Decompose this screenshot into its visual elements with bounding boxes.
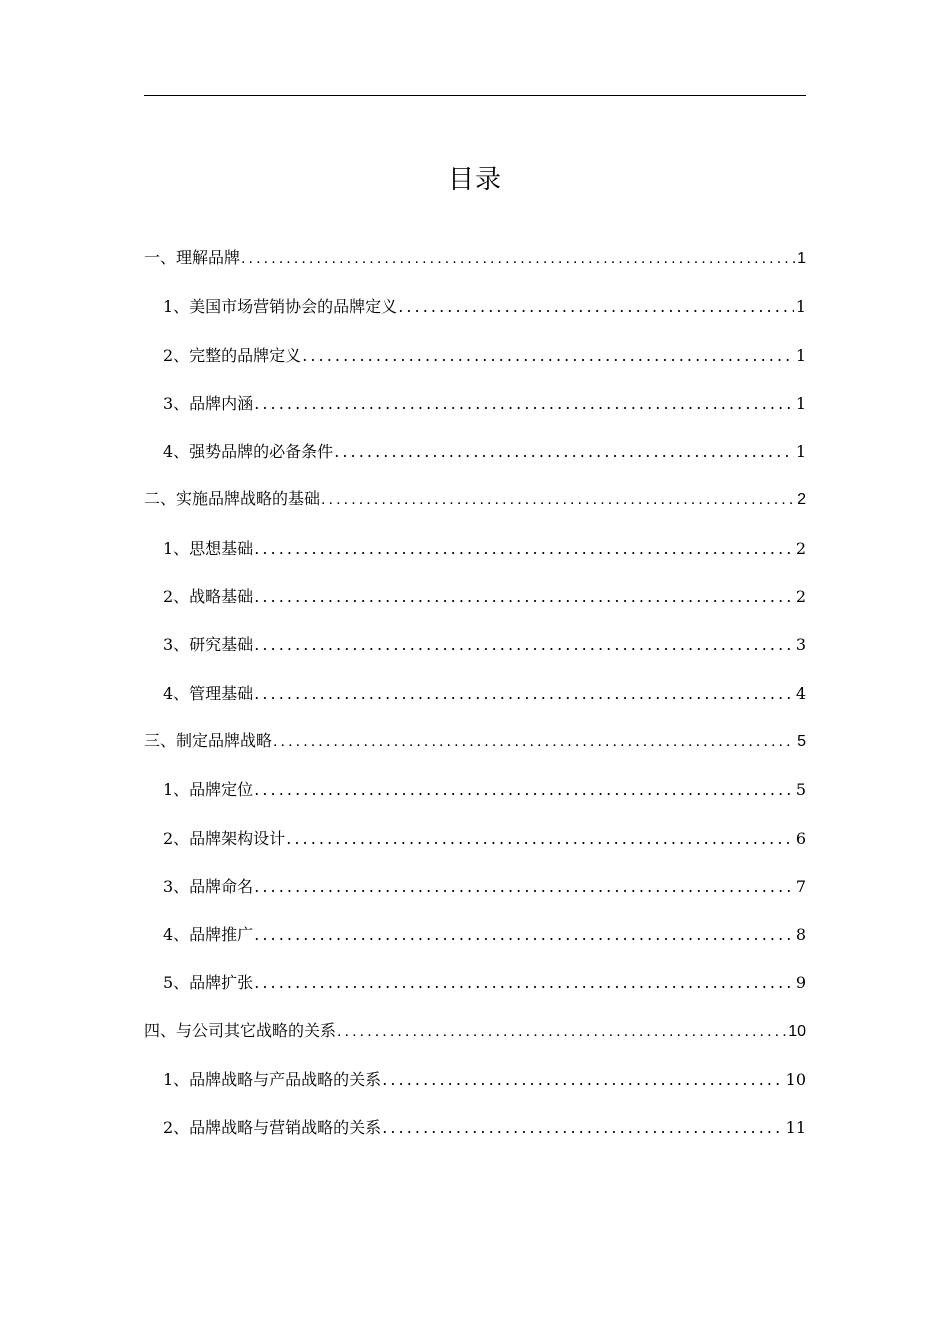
toc-entry-2-2[interactable] [144,583,806,631]
toc-dot-leader [253,972,794,994]
toc-page-number: 9 [795,973,806,993]
toc-dot-leader [253,538,794,560]
toc-page-number: 10 [785,1070,806,1090]
toc-dot-leader [272,731,795,753]
toc-entry-text: 3、研究基础 [163,635,254,655]
toc-page-number: 1 [795,393,806,413]
toc-entry-text: 2、品牌战略与营销战略的关系 [163,1118,382,1138]
toc-entry-section-3[interactable] [144,728,806,776]
toc-page-number: 2 [797,491,806,509]
toc-entry-3-2[interactable] [144,825,806,873]
toc-page-number: 3 [795,635,806,655]
toc-entry-3-1[interactable] [144,776,806,824]
toc-entry-text: 1、思想基础 [163,538,254,558]
toc-dot-leader [397,296,794,318]
toc-entry-text: 4、管理基础 [163,683,254,703]
toc-entry-4-2[interactable] [144,1114,806,1162]
toc-dot-leader [320,489,795,511]
toc-entry-2-3[interactable] [144,631,806,679]
toc-page-number: 5 [795,780,806,800]
toc-entry-text: 4、品牌推广 [163,925,254,945]
toc-page-number: 8 [795,925,806,945]
toc-entry-section-2[interactable] [144,486,806,534]
toc-page-number: 6 [795,828,806,848]
toc-entry-3-3[interactable] [144,873,806,921]
toc-dot-leader [240,248,795,270]
toc-entry-text: 2、完整的品牌定义 [163,345,302,365]
toc-entry-2-1[interactable] [144,535,806,583]
toc-dot-leader [301,345,794,367]
table-of-contents [144,245,806,1163]
toc-dot-leader [253,634,794,656]
toc-entry-text: 二、实施品牌战略的基础 [144,491,321,509]
toc-page-number: 1 [795,345,806,365]
toc-dot-leader [285,828,794,850]
toc-entry-text: 3、品牌命名 [163,876,254,896]
toc-page-number: 4 [795,683,806,703]
toc-dot-leader [381,1069,783,1091]
toc-entry-1-1[interactable] [144,293,806,341]
toc-dot-leader [253,393,794,415]
toc-page-number: 1 [797,250,806,267]
toc-page-number: 2 [795,587,806,607]
toc-entry-text: 1、美国市场营销协会的品牌定义 [163,297,398,317]
toc-entry-text: 4、强势品牌的必备条件 [163,442,334,462]
toc-entry-text: 1、品牌战略与产品战略的关系 [163,1070,382,1090]
toc-dot-leader [336,1021,786,1043]
toc-dot-leader [253,924,794,946]
toc-page-number: 5 [797,732,806,750]
toc-entry-section-4[interactable] [144,1018,806,1066]
toc-entry-1-3[interactable] [144,390,806,438]
toc-dot-leader [381,1117,783,1139]
toc-page-number: 1 [795,442,806,462]
toc-page-number: 2 [795,538,806,558]
toc-dot-leader [253,876,794,898]
toc-dot-leader [253,779,794,801]
toc-entry-text: 3、品牌内涵 [163,393,254,413]
toc-page-number: 1 [795,297,806,317]
toc-entry-text: 2、品牌架构设计 [163,828,286,848]
toc-entry-2-4[interactable] [144,680,806,728]
toc-entry-text: 2、战略基础 [163,587,254,607]
toc-entry-4-1[interactable] [144,1066,806,1114]
toc-entry-text: 三、制定品牌战略 [144,732,273,750]
toc-page-number: 7 [795,876,806,896]
toc-entry-1-4[interactable] [144,438,806,486]
toc-entry-text: 5、品牌扩张 [163,973,254,993]
toc-entry-3-4[interactable] [144,921,806,969]
toc-dot-leader [253,683,794,705]
toc-entry-text: 一、理解品牌 [144,250,241,267]
toc-page-number: 10 [788,1022,806,1040]
toc-page-number: 11 [785,1118,806,1138]
toc-title: 目录 [447,165,502,196]
toc-dot-leader [253,586,794,608]
toc-entry-1-2[interactable] [144,342,806,390]
toc-dot-leader [333,441,794,463]
toc-entry-text: 四、与公司其它战略的关系 [144,1022,337,1040]
toc-entry-text: 1、品牌定位 [163,780,254,800]
header-rule [144,95,806,96]
toc-entry-section-1[interactable] [144,245,806,293]
toc-entry-3-5[interactable] [144,969,806,1017]
